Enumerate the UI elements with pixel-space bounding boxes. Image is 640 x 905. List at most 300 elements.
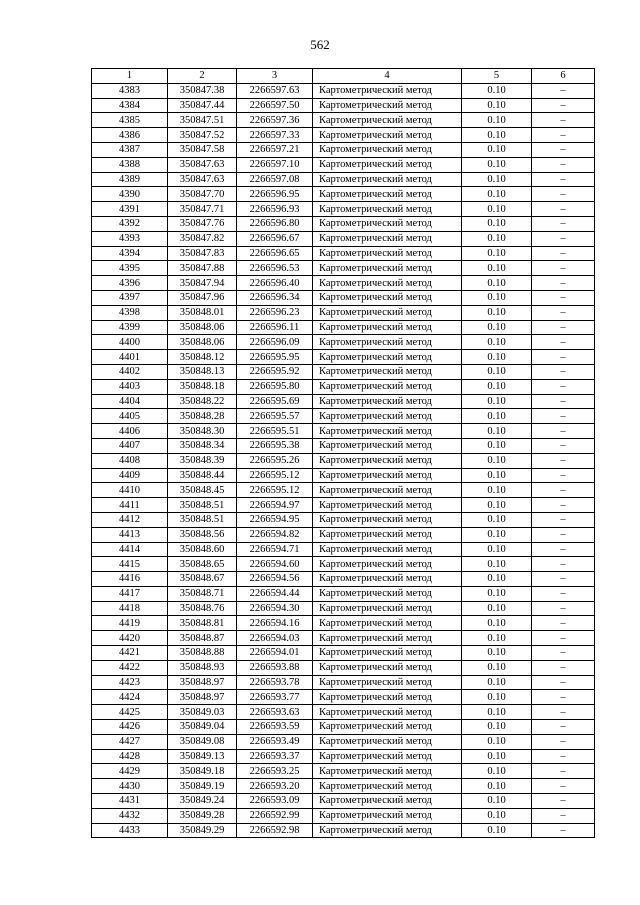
- note-cell: –: [532, 794, 595, 809]
- point-number-cell: 4419: [92, 616, 168, 631]
- note-cell: –: [532, 705, 595, 720]
- x-coordinate-cell: 350849.24: [168, 794, 237, 809]
- note-cell: –: [532, 483, 595, 498]
- point-number-cell: 4428: [92, 749, 168, 764]
- point-number-cell: 4426: [92, 720, 168, 735]
- table-row: [92, 394, 595, 409]
- table-body: [92, 83, 595, 838]
- coordinates-table: [91, 68, 595, 838]
- note-cell: –: [532, 246, 595, 261]
- point-number-cell: 4401: [92, 350, 168, 365]
- y-coordinate-cell: 2266597.63: [237, 83, 313, 98]
- method-cell: Картометрический метод: [313, 261, 462, 276]
- method-cell: Картометрический метод: [313, 216, 462, 231]
- x-coordinate-cell: 350848.51: [168, 498, 237, 513]
- y-coordinate-cell: 2266593.59: [237, 720, 313, 735]
- x-coordinate-cell: 350847.96: [168, 290, 237, 305]
- note-cell: –: [532, 646, 595, 661]
- accuracy-cell: 0.10: [462, 113, 532, 128]
- table-row: [92, 616, 595, 631]
- accuracy-cell: 0.10: [462, 320, 532, 335]
- note-cell: –: [532, 231, 595, 246]
- note-cell: –: [532, 586, 595, 601]
- x-coordinate-cell: 350848.56: [168, 527, 237, 542]
- accuracy-cell: 0.10: [462, 572, 532, 587]
- method-cell: Картометрический метод: [313, 172, 462, 187]
- point-number-cell: 4391: [92, 202, 168, 217]
- accuracy-cell: 0.10: [462, 305, 532, 320]
- x-coordinate-cell: 350848.12: [168, 350, 237, 365]
- y-coordinate-cell: 2266596.34: [237, 290, 313, 305]
- x-coordinate-cell: 350849.08: [168, 734, 237, 749]
- y-coordinate-cell: 2266594.60: [237, 557, 313, 572]
- method-cell: Картометрический метод: [313, 290, 462, 305]
- method-cell: Картометрический метод: [313, 438, 462, 453]
- y-coordinate-cell: 2266596.53: [237, 261, 313, 276]
- table-row: [92, 305, 595, 320]
- y-coordinate-cell: 2266596.65: [237, 246, 313, 261]
- note-cell: –: [532, 616, 595, 631]
- x-coordinate-cell: 350848.30: [168, 424, 237, 439]
- table-row: [92, 261, 595, 276]
- x-coordinate-cell: 350848.44: [168, 468, 237, 483]
- point-number-cell: 4413: [92, 527, 168, 542]
- note-cell: –: [532, 128, 595, 143]
- method-cell: Картометрический метод: [313, 631, 462, 646]
- point-number-cell: 4409: [92, 468, 168, 483]
- table-row: [92, 557, 595, 572]
- accuracy-cell: 0.10: [462, 350, 532, 365]
- note-cell: –: [532, 187, 595, 202]
- table-row: [92, 808, 595, 823]
- method-cell: Картометрический метод: [313, 586, 462, 601]
- x-coordinate-cell: 350848.06: [168, 320, 237, 335]
- point-number-cell: 4418: [92, 601, 168, 616]
- x-coordinate-cell: 350847.71: [168, 202, 237, 217]
- table-row: [92, 734, 595, 749]
- table-row: [92, 601, 595, 616]
- accuracy-cell: 0.10: [462, 527, 532, 542]
- table-row: [92, 246, 595, 261]
- method-cell: Картометрический метод: [313, 764, 462, 779]
- table-row: [92, 764, 595, 779]
- method-cell: Картометрический метод: [313, 142, 462, 157]
- y-coordinate-cell: 2266597.10: [237, 157, 313, 172]
- x-coordinate-cell: 350847.83: [168, 246, 237, 261]
- note-cell: –: [532, 512, 595, 527]
- y-coordinate-cell: 2266596.93: [237, 202, 313, 217]
- x-coordinate-cell: 350848.01: [168, 305, 237, 320]
- y-coordinate-cell: 2266596.09: [237, 335, 313, 350]
- method-cell: Картометрический метод: [313, 720, 462, 735]
- method-cell: Картометрический метод: [313, 305, 462, 320]
- accuracy-cell: 0.10: [462, 216, 532, 231]
- x-coordinate-cell: 350847.51: [168, 113, 237, 128]
- accuracy-cell: 0.10: [462, 498, 532, 513]
- method-cell: Картометрический метод: [313, 364, 462, 379]
- y-coordinate-cell: 2266595.69: [237, 394, 313, 409]
- accuracy-cell: 0.10: [462, 128, 532, 143]
- x-coordinate-cell: 350847.94: [168, 276, 237, 291]
- note-cell: –: [532, 83, 595, 98]
- x-coordinate-cell: 350849.29: [168, 823, 237, 838]
- x-coordinate-cell: 350847.82: [168, 231, 237, 246]
- method-cell: Картометрический метод: [313, 113, 462, 128]
- y-coordinate-cell: 2266594.44: [237, 586, 313, 601]
- accuracy-cell: 0.10: [462, 261, 532, 276]
- accuracy-cell: 0.10: [462, 675, 532, 690]
- method-cell: Картометрический метод: [313, 202, 462, 217]
- point-number-cell: 4396: [92, 276, 168, 291]
- point-number-cell: 4421: [92, 646, 168, 661]
- point-number-cell: 4392: [92, 216, 168, 231]
- y-coordinate-cell: 2266596.95: [237, 187, 313, 202]
- note-cell: –: [532, 779, 595, 794]
- point-number-cell: 4412: [92, 512, 168, 527]
- y-coordinate-cell: 2266597.33: [237, 128, 313, 143]
- note-cell: –: [532, 572, 595, 587]
- table-row: [92, 142, 595, 157]
- method-cell: Картометрический метод: [313, 616, 462, 631]
- y-coordinate-cell: 2266592.99: [237, 808, 313, 823]
- point-number-cell: 4424: [92, 690, 168, 705]
- accuracy-cell: 0.10: [462, 557, 532, 572]
- table-row: [92, 675, 595, 690]
- note-cell: –: [532, 424, 595, 439]
- note-cell: –: [532, 172, 595, 187]
- accuracy-cell: 0.10: [462, 720, 532, 735]
- accuracy-cell: 0.10: [462, 794, 532, 809]
- header-row: [92, 69, 595, 84]
- x-coordinate-cell: 350848.65: [168, 557, 237, 572]
- y-coordinate-cell: 2266594.01: [237, 646, 313, 661]
- y-coordinate-cell: 2266595.95: [237, 350, 313, 365]
- note-cell: –: [532, 350, 595, 365]
- method-cell: Картометрический метод: [313, 572, 462, 587]
- table-row: [92, 468, 595, 483]
- point-number-cell: 4400: [92, 335, 168, 350]
- y-coordinate-cell: 2266597.08: [237, 172, 313, 187]
- y-coordinate-cell: 2266594.03: [237, 631, 313, 646]
- table-row: [92, 335, 595, 350]
- y-coordinate-cell: 2266597.36: [237, 113, 313, 128]
- note-cell: –: [532, 675, 595, 690]
- note-cell: –: [532, 749, 595, 764]
- point-number-cell: 4399: [92, 320, 168, 335]
- method-cell: Картометрический метод: [313, 468, 462, 483]
- x-coordinate-cell: 350848.13: [168, 364, 237, 379]
- method-cell: Картометрический метод: [313, 394, 462, 409]
- page-number: 562: [310, 37, 330, 52]
- point-number-cell: 4420: [92, 631, 168, 646]
- accuracy-cell: 0.10: [462, 394, 532, 409]
- point-number-cell: 4384: [92, 98, 168, 113]
- y-coordinate-cell: 2266593.20: [237, 779, 313, 794]
- y-coordinate-cell: 2266595.26: [237, 453, 313, 468]
- table-row: [92, 202, 595, 217]
- point-number-cell: 4398: [92, 305, 168, 320]
- point-number-cell: 4417: [92, 586, 168, 601]
- method-cell: Картометрический метод: [313, 246, 462, 261]
- table-row: [92, 98, 595, 113]
- method-cell: Картометрический метод: [313, 734, 462, 749]
- x-coordinate-cell: 350849.03: [168, 705, 237, 720]
- method-cell: Картометрический метод: [313, 542, 462, 557]
- x-coordinate-cell: 350847.44: [168, 98, 237, 113]
- x-coordinate-cell: 350848.28: [168, 409, 237, 424]
- x-coordinate-cell: 350847.63: [168, 157, 237, 172]
- accuracy-cell: 0.10: [462, 98, 532, 113]
- y-coordinate-cell: 2266593.49: [237, 734, 313, 749]
- method-cell: Картометрический метод: [313, 749, 462, 764]
- accuracy-cell: 0.10: [462, 231, 532, 246]
- table-row: [92, 572, 595, 587]
- point-number-cell: 4410: [92, 483, 168, 498]
- table-row: [92, 527, 595, 542]
- point-number-cell: 4406: [92, 424, 168, 439]
- table-row: [92, 498, 595, 513]
- table-row: [92, 720, 595, 735]
- table-row: [92, 424, 595, 439]
- x-coordinate-cell: 350848.60: [168, 542, 237, 557]
- accuracy-cell: 0.10: [462, 424, 532, 439]
- table-row: [92, 690, 595, 705]
- table-row: [92, 646, 595, 661]
- method-cell: Картометрический метод: [313, 527, 462, 542]
- point-number-cell: 4402: [92, 364, 168, 379]
- x-coordinate-cell: 350849.18: [168, 764, 237, 779]
- table-row: [92, 187, 595, 202]
- method-cell: Картометрический метод: [313, 675, 462, 690]
- point-number-cell: 4423: [92, 675, 168, 690]
- method-cell: Картометрический метод: [313, 483, 462, 498]
- point-number-cell: 4425: [92, 705, 168, 720]
- method-cell: Картометрический метод: [313, 424, 462, 439]
- x-coordinate-cell: 350849.13: [168, 749, 237, 764]
- column-header: 3: [237, 69, 313, 84]
- method-cell: Картометрический метод: [313, 128, 462, 143]
- table-row: [92, 794, 595, 809]
- y-coordinate-cell: 2266594.97: [237, 498, 313, 513]
- method-cell: Картометрический метод: [313, 794, 462, 809]
- y-coordinate-cell: 2266592.98: [237, 823, 313, 838]
- table-row: [92, 779, 595, 794]
- point-number-cell: 4389: [92, 172, 168, 187]
- point-number-cell: 4395: [92, 261, 168, 276]
- note-cell: –: [532, 394, 595, 409]
- point-number-cell: 4393: [92, 231, 168, 246]
- x-coordinate-cell: 350848.93: [168, 660, 237, 675]
- note-cell: –: [532, 823, 595, 838]
- table-row: [92, 83, 595, 98]
- y-coordinate-cell: 2266595.92: [237, 364, 313, 379]
- x-coordinate-cell: 350848.97: [168, 675, 237, 690]
- point-number-cell: 4433: [92, 823, 168, 838]
- point-number-cell: 4431: [92, 794, 168, 809]
- table-row: [92, 128, 595, 143]
- x-coordinate-cell: 350849.04: [168, 720, 237, 735]
- note-cell: –: [532, 157, 595, 172]
- note-cell: –: [532, 409, 595, 424]
- table-row: [92, 542, 595, 557]
- x-coordinate-cell: 350848.22: [168, 394, 237, 409]
- note-cell: –: [532, 216, 595, 231]
- accuracy-cell: 0.10: [462, 823, 532, 838]
- note-cell: –: [532, 98, 595, 113]
- note-cell: –: [532, 320, 595, 335]
- accuracy-cell: 0.10: [462, 586, 532, 601]
- note-cell: –: [532, 276, 595, 291]
- table-row: [92, 157, 595, 172]
- accuracy-cell: 0.10: [462, 290, 532, 305]
- accuracy-cell: 0.10: [462, 690, 532, 705]
- y-coordinate-cell: 2266594.71: [237, 542, 313, 557]
- method-cell: Картометрический метод: [313, 512, 462, 527]
- y-coordinate-cell: 2266595.12: [237, 468, 313, 483]
- note-cell: –: [532, 261, 595, 276]
- column-header: 6: [532, 69, 595, 84]
- y-coordinate-cell: 2266595.80: [237, 379, 313, 394]
- note-cell: –: [532, 720, 595, 735]
- x-coordinate-cell: 350848.88: [168, 646, 237, 661]
- accuracy-cell: 0.10: [462, 142, 532, 157]
- y-coordinate-cell: 2266595.57: [237, 409, 313, 424]
- y-coordinate-cell: 2266594.16: [237, 616, 313, 631]
- note-cell: –: [532, 734, 595, 749]
- point-number-cell: 4397: [92, 290, 168, 305]
- table-row: [92, 113, 595, 128]
- accuracy-cell: 0.10: [462, 764, 532, 779]
- accuracy-cell: 0.10: [462, 172, 532, 187]
- x-coordinate-cell: 350847.70: [168, 187, 237, 202]
- x-coordinate-cell: 350847.76: [168, 216, 237, 231]
- method-cell: Картометрический метод: [313, 690, 462, 705]
- accuracy-cell: 0.10: [462, 246, 532, 261]
- method-cell: Картометрический метод: [313, 823, 462, 838]
- method-cell: Картометрический метод: [313, 779, 462, 794]
- x-coordinate-cell: 350847.63: [168, 172, 237, 187]
- y-coordinate-cell: 2266596.40: [237, 276, 313, 291]
- accuracy-cell: 0.10: [462, 749, 532, 764]
- accuracy-cell: 0.10: [462, 335, 532, 350]
- accuracy-cell: 0.10: [462, 631, 532, 646]
- y-coordinate-cell: 2266593.88: [237, 660, 313, 675]
- x-coordinate-cell: 350848.34: [168, 438, 237, 453]
- point-number-cell: 4394: [92, 246, 168, 261]
- x-coordinate-cell: 350848.71: [168, 586, 237, 601]
- x-coordinate-cell: 350847.38: [168, 83, 237, 98]
- point-number-cell: 4405: [92, 409, 168, 424]
- y-coordinate-cell: 2266596.80: [237, 216, 313, 231]
- point-number-cell: 4386: [92, 128, 168, 143]
- accuracy-cell: 0.10: [462, 453, 532, 468]
- column-header: 4: [313, 69, 462, 84]
- accuracy-cell: 0.10: [462, 438, 532, 453]
- point-number-cell: 4387: [92, 142, 168, 157]
- note-cell: –: [532, 364, 595, 379]
- x-coordinate-cell: 350848.39: [168, 453, 237, 468]
- x-coordinate-cell: 350848.51: [168, 512, 237, 527]
- table-row: [92, 660, 595, 675]
- y-coordinate-cell: 2266596.23: [237, 305, 313, 320]
- accuracy-cell: 0.10: [462, 202, 532, 217]
- y-coordinate-cell: 2266593.09: [237, 794, 313, 809]
- accuracy-cell: 0.10: [462, 276, 532, 291]
- accuracy-cell: 0.10: [462, 468, 532, 483]
- point-number-cell: 4422: [92, 660, 168, 675]
- point-number-cell: 4403: [92, 379, 168, 394]
- point-number-cell: 4383: [92, 83, 168, 98]
- y-coordinate-cell: 2266596.67: [237, 231, 313, 246]
- x-coordinate-cell: 350848.76: [168, 601, 237, 616]
- table-row: [92, 379, 595, 394]
- point-number-cell: 4414: [92, 542, 168, 557]
- table-row: [92, 409, 595, 424]
- note-cell: –: [532, 142, 595, 157]
- note-cell: –: [532, 468, 595, 483]
- note-cell: –: [532, 305, 595, 320]
- note-cell: –: [532, 527, 595, 542]
- method-cell: Картометрический метод: [313, 231, 462, 246]
- accuracy-cell: 0.10: [462, 364, 532, 379]
- note-cell: –: [532, 498, 595, 513]
- table-row: [92, 823, 595, 838]
- point-number-cell: 4390: [92, 187, 168, 202]
- note-cell: –: [532, 542, 595, 557]
- accuracy-cell: 0.10: [462, 646, 532, 661]
- method-cell: Картометрический метод: [313, 557, 462, 572]
- accuracy-cell: 0.10: [462, 601, 532, 616]
- table-row: [92, 364, 595, 379]
- table-row: [92, 705, 595, 720]
- x-coordinate-cell: 350848.06: [168, 335, 237, 350]
- y-coordinate-cell: 2266594.56: [237, 572, 313, 587]
- method-cell: Картометрический метод: [313, 320, 462, 335]
- y-coordinate-cell: 2266594.82: [237, 527, 313, 542]
- note-cell: –: [532, 808, 595, 823]
- x-coordinate-cell: 350848.81: [168, 616, 237, 631]
- method-cell: Картометрический метод: [313, 187, 462, 202]
- method-cell: Картометрический метод: [313, 379, 462, 394]
- note-cell: –: [532, 113, 595, 128]
- accuracy-cell: 0.10: [462, 660, 532, 675]
- accuracy-cell: 0.10: [462, 157, 532, 172]
- y-coordinate-cell: 2266595.51: [237, 424, 313, 439]
- point-number-cell: 4415: [92, 557, 168, 572]
- method-cell: Картометрический метод: [313, 83, 462, 98]
- x-coordinate-cell: 350848.67: [168, 572, 237, 587]
- accuracy-cell: 0.10: [462, 379, 532, 394]
- y-coordinate-cell: 2266595.38: [237, 438, 313, 453]
- table-row: [92, 172, 595, 187]
- method-cell: Картометрический метод: [313, 453, 462, 468]
- y-coordinate-cell: 2266595.12: [237, 483, 313, 498]
- point-number-cell: 4432: [92, 808, 168, 823]
- column-header: 2: [168, 69, 237, 84]
- table-row: [92, 631, 595, 646]
- method-cell: Картометрический метод: [313, 409, 462, 424]
- point-number-cell: 4416: [92, 572, 168, 587]
- method-cell: Картометрический метод: [313, 646, 462, 661]
- point-number-cell: 4408: [92, 453, 168, 468]
- x-coordinate-cell: 350847.58: [168, 142, 237, 157]
- point-number-cell: 4427: [92, 734, 168, 749]
- y-coordinate-cell: 2266597.50: [237, 98, 313, 113]
- accuracy-cell: 0.10: [462, 808, 532, 823]
- accuracy-cell: 0.10: [462, 616, 532, 631]
- method-cell: Картометрический метод: [313, 276, 462, 291]
- point-number-cell: 4430: [92, 779, 168, 794]
